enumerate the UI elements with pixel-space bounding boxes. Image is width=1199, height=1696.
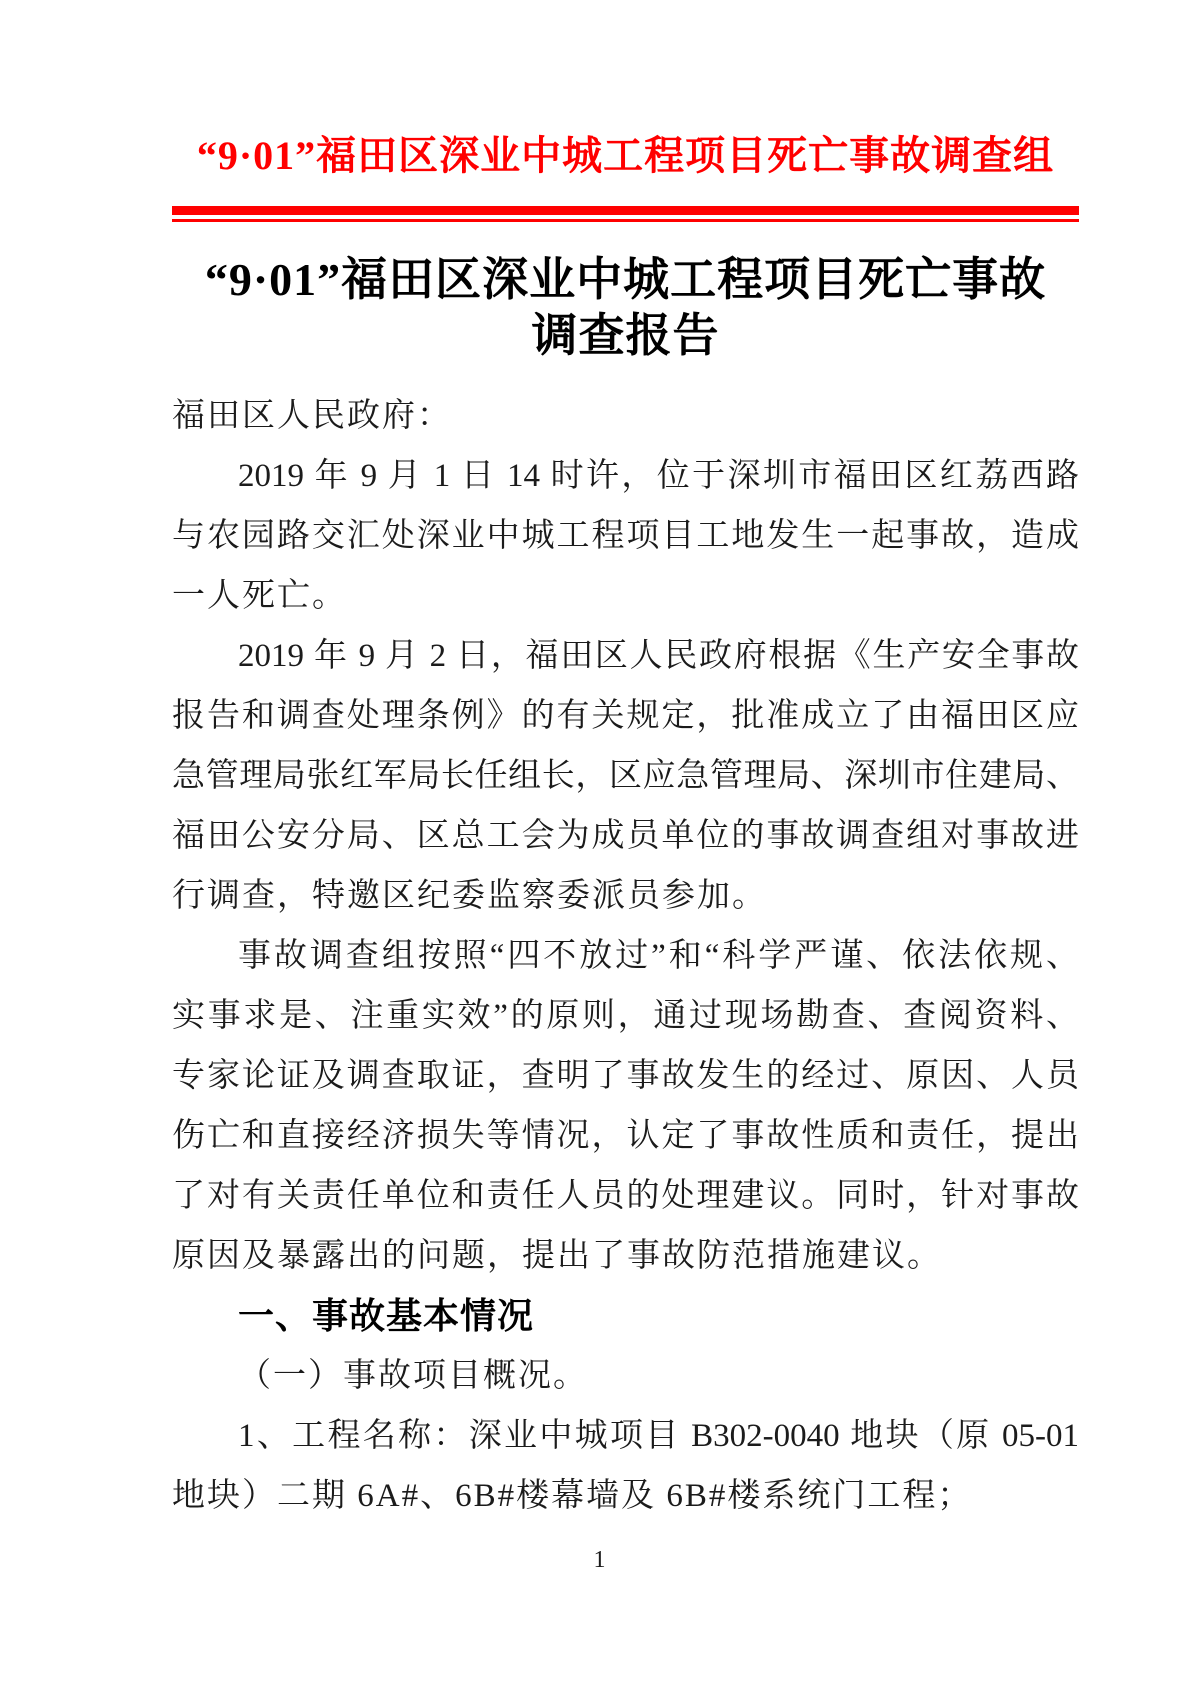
document-header-banner: “9·01”福田区深业中城工程项目死亡事故调查组: [196, 133, 1055, 178]
body-line: 1、工程名称：深业中城项目 B302-0040 地块（原 05-01: [238, 1418, 1079, 1454]
body-line: 一人死亡。: [172, 578, 347, 614]
body-line: 报告和调查处理条例》的有关规定，批准成立了由福田区应: [172, 698, 1079, 734]
body-line: 实事求是、注重实效”的原则，通过现场勘查、查阅资料、: [172, 998, 1079, 1034]
body-line: 急管理局张红军局长任组长，区应急管理局、深圳市住建局、: [172, 758, 1079, 794]
body-line: （一）事故项目概况。: [238, 1358, 588, 1394]
section-heading-text: 基本情况: [386, 1295, 535, 1336]
document-body: [172, 386, 1079, 1526]
body-line: 了对有关责任单位和责任人员的处理建议。同时，针对事故: [172, 1178, 1079, 1214]
section-heading-number: 一、事故: [238, 1295, 387, 1336]
body-line: 2019 年 9 月 1 日 14 时许，位于深圳市福田区红荔西路: [238, 458, 1079, 494]
body-line: 福田区人民政府：: [172, 398, 452, 434]
body-line: 与农园路交汇处深业中城工程项目工地发生一起事故，造成: [172, 518, 1079, 554]
body-line: 事故调查组按照“四不放过”和“科学严谨、依法依规、: [238, 938, 1079, 974]
header-divider: [172, 206, 1079, 222]
report-title: [172, 252, 1079, 364]
report-content: [172, 0, 1079, 1526]
section-heading: [172, 1286, 1079, 1346]
body-line: 地块）二期 6A#、6B#楼幕墙及 6B#楼系统门工程；: [172, 1478, 973, 1514]
page-number: 1: [593, 1547, 606, 1573]
body-line: 福田公安分局、区总工会为成员单位的事故调查组对事故进: [172, 818, 1079, 854]
report-title-line1: “9·01”福田区深业中城工程项目死亡事故: [204, 254, 1047, 305]
body-line: 原因及暴露出的问题，提出了事故防范措施建议。: [172, 1238, 942, 1274]
body-line: 行调查，特邀区纪委监察委派员参加。: [172, 878, 767, 914]
header-divider-thin-line: [172, 219, 1079, 222]
body-line: 专家论证及调查取证，查明了事故发生的经过、原因、人员: [172, 1058, 1079, 1094]
header-divider-thick-line: [172, 206, 1079, 215]
body-line: 2019 年 9 月 2 日，福田区人民政府根据《生产安全事故: [238, 638, 1079, 674]
report-title-line2: 调查报告: [531, 310, 720, 361]
body-line: 伤亡和直接经济损失等情况，认定了事故性质和责任，提出: [172, 1118, 1079, 1154]
